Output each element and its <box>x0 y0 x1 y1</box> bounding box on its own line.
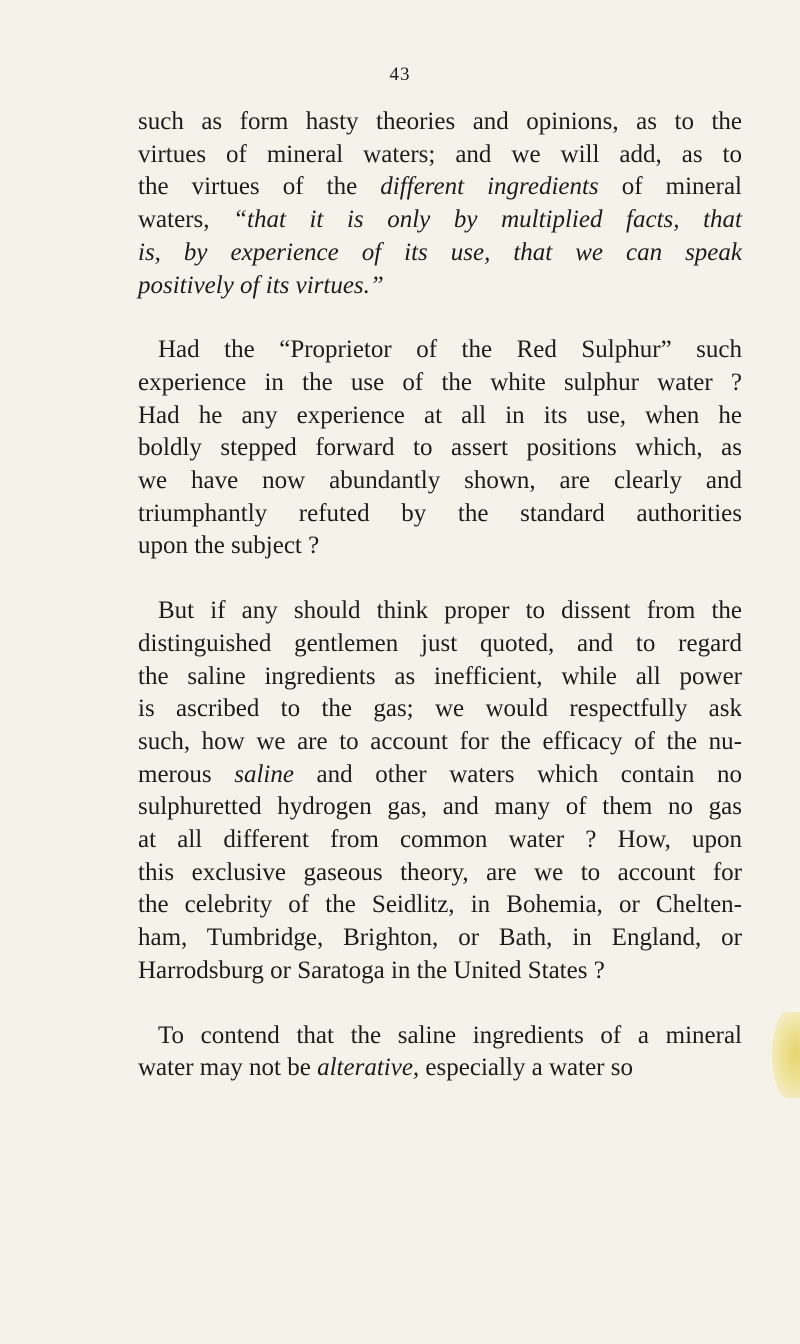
text-run: this exclusive gaseous theory, are we to account for <box>138 858 742 886</box>
text-run: upon the subject ? <box>138 532 320 560</box>
text-line <box>138 1020 742 1053</box>
paragraph-p4 <box>138 1020 742 1085</box>
text-line <box>138 106 742 139</box>
italic-text: alterative, <box>317 1054 420 1082</box>
italic-text: “that it is only by multiplied facts, that <box>233 206 742 234</box>
text-run: at all different from common water ? How, upon <box>138 826 742 854</box>
text-line <box>138 204 742 237</box>
text-line <box>138 171 742 204</box>
paragraph-p2 <box>138 334 742 563</box>
text-line <box>138 237 742 270</box>
text-run: and other waters which contain no <box>293 760 742 788</box>
text-run: ham, Tumbridge, Brighton, or Bath, in England, or <box>138 924 742 952</box>
text-run: But if any should think proper to dissent from the <box>158 597 742 625</box>
text-run: water may not be <box>138 1054 318 1082</box>
text-line <box>138 530 742 563</box>
paragraph-p3 <box>138 595 742 987</box>
text-line <box>138 759 742 792</box>
text-run: waters, <box>138 206 234 234</box>
text-run: boldly stepped forward to assert positions which, as <box>138 434 742 462</box>
text-line <box>138 824 742 857</box>
page-number: 43 <box>389 64 411 85</box>
italic-text: positively of its virtues.” <box>138 271 384 299</box>
text-run: we have now abundantly shown, are clearly and <box>138 467 742 495</box>
text-line <box>138 367 742 400</box>
text-run: distinguished gentlemen just quoted, and to regard <box>138 629 742 657</box>
text-line <box>138 400 742 433</box>
italic-text: is, by experience of its use, that we can speak <box>138 238 742 266</box>
text-line <box>138 791 742 824</box>
text-run: Had he any experience at all in its use, when he <box>138 401 742 429</box>
paper-stain <box>772 1012 800 1098</box>
text-run: the celebrity of the Seidlitz, in Bohemia, or Chelten- <box>138 891 742 919</box>
text-run: triumphantly refuted by the standard authorities <box>138 499 742 527</box>
text-run: virtues of mineral waters; and we will add, as to <box>138 140 742 168</box>
paragraph-gap <box>138 302 742 334</box>
paragraph-p1 <box>138 106 742 302</box>
text-run: is ascribed to the gas; we would respectfully ask <box>138 695 742 723</box>
text-run: merous <box>138 760 235 788</box>
text-run: sulphuretted hydrogen gas, and many of them no gas <box>138 793 742 821</box>
text-line <box>138 334 742 367</box>
italic-text: saline <box>234 760 294 788</box>
text-line <box>138 498 742 531</box>
text-line <box>138 465 742 498</box>
text-run: the saline ingredients as inefficient, while all power <box>138 662 742 690</box>
text-line <box>138 922 742 955</box>
text-run: Had the “Proprietor of the Red Sulphur” such <box>158 336 742 364</box>
text-line <box>138 595 742 628</box>
text-line <box>138 857 742 890</box>
text-line <box>138 139 742 172</box>
text-line <box>138 693 742 726</box>
text-line <box>138 1052 742 1085</box>
text-line <box>138 661 742 694</box>
text-run: To contend that the saline ingredients of a mineral <box>158 1021 742 1049</box>
text-line <box>138 726 742 759</box>
body-text <box>138 106 742 1085</box>
text-run: Harrodsburg or Saratoga in the United States ? <box>138 956 605 984</box>
paragraph-gap <box>138 563 742 595</box>
text-run: experience in the use of the white sulphur water ? <box>138 368 742 396</box>
text-line <box>138 955 742 988</box>
italic-text: different ingredients <box>380 173 599 201</box>
paragraph-gap <box>138 988 742 1020</box>
text-run: especially a water so <box>419 1054 633 1082</box>
text-run: such as form hasty theories and opinions, as to the <box>138 108 742 135</box>
text-line <box>138 270 742 303</box>
text-run: of mineral <box>598 173 742 201</box>
text-line <box>138 628 742 661</box>
text-run: such, how we are to account for the efficacy of the nu- <box>138 727 742 755</box>
text-line <box>138 889 742 922</box>
text-line <box>138 432 742 465</box>
text-run: the virtues of the <box>138 173 381 201</box>
